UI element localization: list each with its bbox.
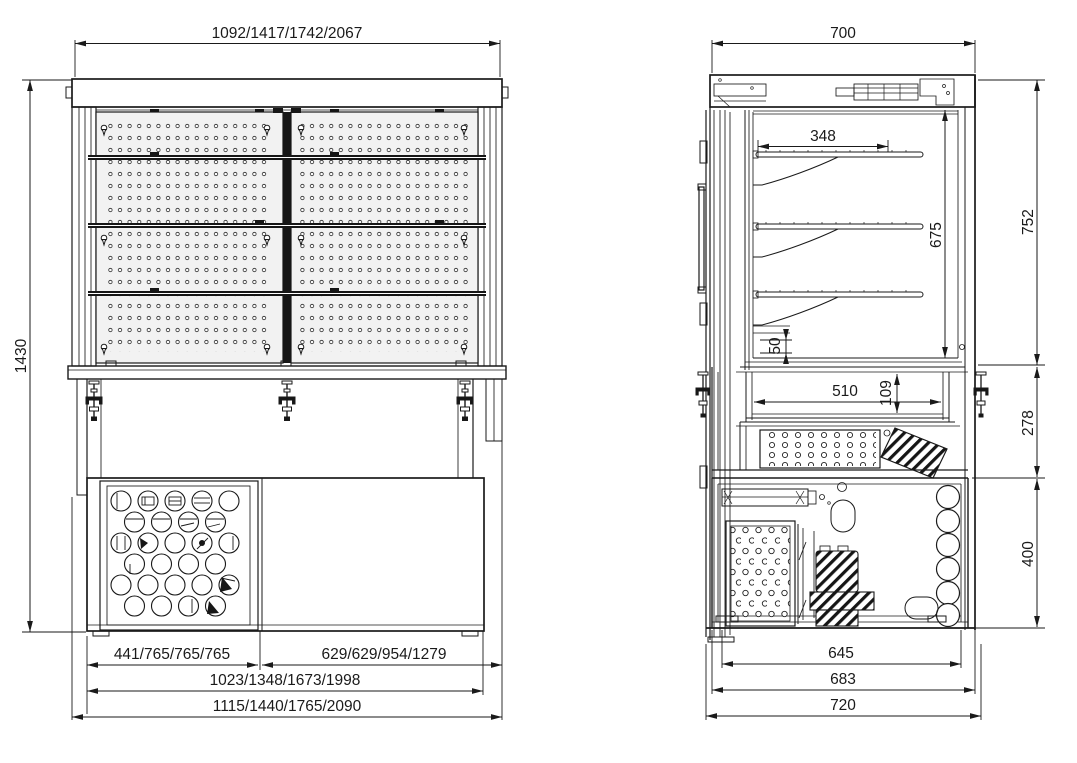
canopy xyxy=(66,79,508,107)
dim-label-front-height: 1430 xyxy=(13,338,30,374)
front-dim-top-width xyxy=(75,25,500,77)
chamber-floor xyxy=(736,358,968,372)
shelf xyxy=(753,150,923,185)
dim-label-interior-height: 675 xyxy=(928,222,945,248)
side-dim-mid-height xyxy=(972,365,1045,478)
leveling-foot xyxy=(457,381,473,421)
frame-left xyxy=(72,107,96,366)
side-dim-shelf-depth xyxy=(758,128,888,152)
dim-label-mid-height: 278 xyxy=(1020,410,1037,436)
side-dims-bottom xyxy=(706,630,981,720)
dim-label-front-seg-right: 629/629/954/1279 xyxy=(321,646,447,663)
front-dims-bottom xyxy=(72,441,502,720)
side-view xyxy=(696,25,1045,720)
dim-label-front-base-width: 1023/1348/1673/1998 xyxy=(209,672,361,689)
leveling-foot xyxy=(974,372,988,417)
dim-label-base-inner-depth: 645 xyxy=(828,645,854,662)
front-dim-overall-height xyxy=(13,80,86,632)
well-basin xyxy=(740,372,955,422)
dim-label-front-overall-width: 1115/1440/1765/2090 xyxy=(212,698,362,715)
dim-label-body-depth: 683 xyxy=(830,671,856,688)
side-dim-top-depth xyxy=(712,25,975,73)
side-dim-interior-height xyxy=(928,110,945,358)
dim-label-shelf-clearance: 50 xyxy=(767,337,784,355)
mounting-bracket xyxy=(722,489,830,506)
front-view xyxy=(13,25,508,720)
shelves xyxy=(753,150,923,333)
perforated-panel-left xyxy=(96,112,283,363)
dim-label-front-top-width: 1092/1417/1742/2067 xyxy=(211,25,363,42)
dim-label-well-width: 510 xyxy=(832,383,858,400)
vent-holes-column xyxy=(937,486,960,627)
side-dim-well-depth xyxy=(878,374,897,413)
leveling-foot xyxy=(279,381,295,421)
frame-right xyxy=(478,107,502,366)
lower-compartment xyxy=(706,478,975,628)
base-cabinet xyxy=(87,478,484,636)
dim-label-base-height: 400 xyxy=(1020,541,1037,567)
vent-grille xyxy=(100,481,258,630)
dim-label-shelf-depth: 348 xyxy=(810,128,836,145)
door-handle xyxy=(698,184,706,293)
compressor xyxy=(810,546,874,626)
condenser xyxy=(726,521,795,626)
dim-label-front-seg-left: 441/765/765/765 xyxy=(113,646,231,663)
dim-label-well-depth: 109 xyxy=(878,380,895,406)
shelf xyxy=(753,222,923,257)
pipe-capsule xyxy=(831,500,855,532)
side-dim-well-width xyxy=(754,383,941,402)
side-dim-upper-height xyxy=(978,80,1045,365)
leveling-foot xyxy=(86,381,102,421)
side-top-band xyxy=(710,75,975,107)
shelf xyxy=(753,290,923,325)
dim-label-upper-height: 752 xyxy=(1020,209,1037,235)
dim-label-side-depth: 700 xyxy=(830,25,856,42)
perforated-panel-right xyxy=(291,112,478,363)
dim-label-overall-depth: 720 xyxy=(830,697,856,714)
side-dim-base-height xyxy=(972,479,1045,628)
leveling-feet-front xyxy=(86,381,473,421)
leveling-foot xyxy=(696,372,710,417)
center-mullion xyxy=(283,112,291,363)
counter-band xyxy=(68,361,506,379)
